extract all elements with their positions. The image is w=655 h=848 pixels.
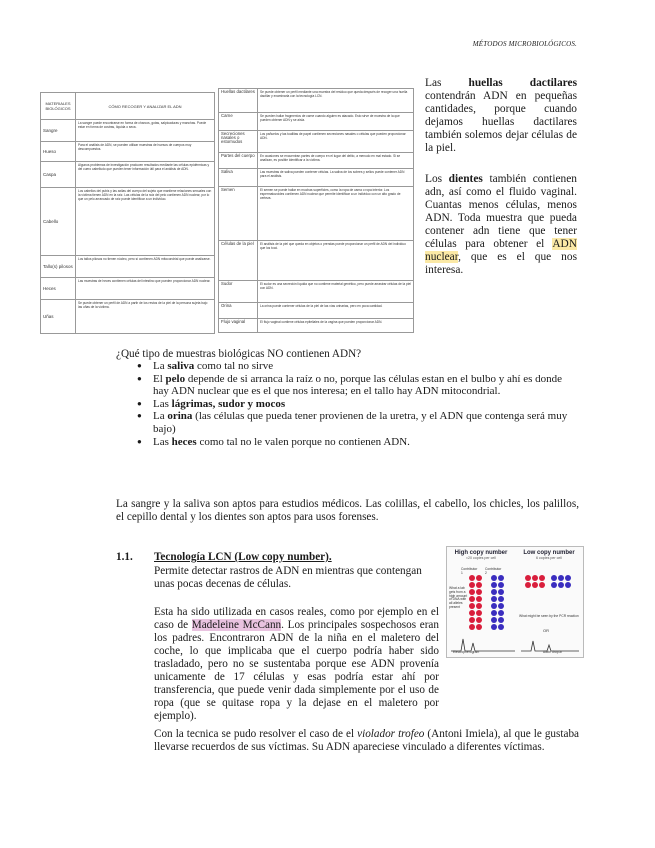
lcn3-text-a: Con la tecnica se pudo resolver el caso de el (154, 728, 358, 740)
list-item (120, 373, 580, 398)
copy-dot-red (469, 575, 475, 581)
paragraph-huellas (425, 77, 577, 155)
copy-dot-red (525, 582, 531, 588)
list-item (120, 410, 580, 435)
copy-dot-red (525, 575, 531, 581)
fig-left-title: High copy number (454, 550, 508, 556)
table2-text: En ocasiones se encuentran partes de cuerpo en el lugar del delito, a menudo en mal estado. Si se analizan, es posible identificar a la víctima. (258, 153, 414, 169)
bullet-bold: heces (171, 435, 197, 448)
copy-dot-red (532, 582, 538, 588)
copy-dot-blue (498, 624, 504, 630)
huellas-prefix: Las (425, 77, 469, 89)
bullet-bold: pelo (165, 372, 186, 385)
bullet-bold: orina (167, 410, 193, 423)
copy-dot-blue (498, 575, 504, 581)
bullet-pre: Las (153, 397, 172, 410)
table1-key: Caspa (41, 162, 76, 188)
copy-dot-red (539, 582, 545, 588)
copy-dot-blue (491, 575, 497, 581)
fig-right-note: What might be seen by the PCR reaction (519, 614, 579, 618)
table2-text: Los pañuelos y las toallitas de papel contienen secreciones nasales o células que pueden proporcionar ADN. (258, 131, 414, 153)
copy-dot-blue (498, 596, 504, 602)
table1-text: Algunos problemas de investigación producen resultados mediante las células epidérmicas y del cuero cabelludo que pueden tener información útil para el análisis de ADN. (76, 162, 215, 188)
copy-dot-red (539, 575, 545, 581)
copy-dot-red (469, 582, 475, 588)
copy-dot-red (469, 610, 475, 616)
dientes-text-a: también contienen adn, así como el fluido vaginal. Cuantas menos células, menos ADN. Toda muestra que pueda contener adn tiene que tener células para obtener el (425, 173, 577, 250)
copy-dot-red (476, 617, 482, 623)
table2-key: Sudor (219, 281, 258, 303)
table2-text: Se puede obtener un perfil mediante una muestra del residuo que queda después de recoger una huella dactilar y examinarla con la tecnología LCN. (258, 89, 414, 113)
copy-dot-red (469, 603, 475, 609)
copy-dot-blue (551, 575, 557, 581)
fig-footer-left: Electropherogram (453, 650, 480, 654)
materials-table-right (218, 88, 414, 333)
copy-dot-blue (491, 603, 497, 609)
bullet-bold: lágrimas, sudor y mocos (171, 397, 286, 410)
fig-right-title: Low copy number (523, 550, 575, 556)
table2-key: Flujo vaginal (219, 319, 258, 333)
bullet-bold: saliva (167, 360, 195, 372)
copy-dot-blue (491, 617, 497, 623)
fig-right-sub: 6 copies per cell (536, 556, 562, 560)
dientes-term: dientes (448, 173, 483, 185)
lcn3-italic: violador trofeo (357, 728, 425, 740)
table2-text: La orina puede contener células de la piel de las vías urinarias, pero en poca cantidad. (258, 303, 414, 319)
table1-key: Hueso (41, 142, 76, 162)
table2-key: Saliva (219, 169, 258, 187)
fig-contributor-1: Contributor 1 (461, 567, 478, 575)
lcn2-name-highlight: Madeleine McCann (191, 619, 282, 631)
table2-key: Secreciones nasales o estornudos (219, 131, 258, 153)
question-text: ¿Qué tipo de muestras biológicas NO contienen ADN? (116, 348, 362, 360)
section-number: 1.1. (116, 551, 133, 563)
huellas-text: contendrán ADN en pequeñas cantidades, porque cuando dejamos huellas dactilares también solemos dejar células de la piel. (425, 90, 577, 154)
bullet-pre: Las (153, 435, 172, 448)
table1-header-materials: MATERIALES BIOLÓGICOS (41, 93, 76, 120)
list-item (120, 360, 580, 373)
copy-dot-blue (491, 610, 497, 616)
copy-dot-blue (491, 624, 497, 630)
copy-dot-red (476, 589, 482, 595)
table1-text: Para el análisis de ADN, se pueden utilizar muestras de huesos de cuerpos muy descompuestos. (76, 142, 215, 162)
header-title: MÉTODOS MICROBIOLÓGICOS. (472, 40, 577, 48)
lcn3-text-b: (Antoni Imiela), al que le gustaba llevarse recuerdos de sus víctimas. Su ADN apareciese vinculado a diferentes víctimas. (154, 728, 580, 753)
copy-dot-blue (498, 582, 504, 588)
paragraph-lcn-3 (154, 728, 579, 754)
paragraph-forense: La sangre y la saliva son aptos para estudios médicos. Las colillas, el cabello, los chicles, los palillos, el cepillo dental y los dientes son aptos para usos forenses. (116, 498, 579, 523)
table1-key: Uñas (41, 300, 76, 334)
table1-text: La sangre puede encontrarse en forma de charcos, gotas, salpicaduras y manchas. Puede estar en forma de costras, líquida o seca. (76, 120, 215, 142)
copy-dot-blue (498, 603, 504, 609)
table2-key: Semen (219, 187, 258, 241)
table2-text: El flujo vaginal contiene células epiteliales de la vagina que pueden proporcionar ADN. (258, 319, 414, 333)
table1-key: Cabello (41, 188, 76, 256)
paragraph-lcn-2 (154, 606, 439, 723)
copy-dot-blue (491, 596, 497, 602)
fig-contributor-2: Contributor 2 (485, 567, 502, 575)
table2-key: Carne (219, 113, 258, 131)
copy-dot-red (469, 596, 475, 602)
table1-text: Los tallos pilosos no tienen núcleo, pero sí contienen ADN mitocondrial que puede analizarse. (76, 256, 215, 278)
copy-dot-blue (491, 582, 497, 588)
huellas-term: huellas dactilares (468, 77, 577, 89)
section-title: Tecnología LCN (Low copy number). (154, 551, 332, 563)
copy-dot-blue (498, 610, 504, 616)
table2-key: Orina (219, 303, 258, 319)
dientes-highlight: ADN nuclear (425, 238, 577, 263)
table2-text: El sudor es una secreción líquida que no contiene material genético, pero puede arrastrar células de la piel con ADN. (258, 281, 414, 303)
table1-text: Los cabellos del pubis y las axilas del cuerpo del sujeto que mantiene relaciones sexuales con la víctima tienen ADN en la raíz. Las células de la raíz del pelo contienen ADN nuclear, por lo que un pelo arrancado de raíz puede identificar a un individuo. (76, 188, 215, 256)
copy-dot-red (476, 596, 482, 602)
table2-text: Se pueden hallar fragmentos de carne cuando alguien es atacado. Esto sirve de muestra de la que pueden obtener ADN y se aísla. (258, 113, 414, 131)
fig-or-label: OR (543, 628, 549, 633)
bullet-post: depende de si arranca la raíz o no, porque las células estan en el bulbo y ahí es donde hay ADN nuclear que es el que nos interesa; en el tallo hay ADN mitocondrial. (153, 372, 563, 398)
table1-key: Heces (41, 278, 76, 300)
bullet-post: como tal no sirve (194, 360, 274, 372)
table1-key: Tallo(s) pilosos (41, 256, 76, 278)
no-dna-list (120, 360, 580, 448)
copy-dot-red (532, 575, 538, 581)
copy-dot-red (476, 603, 482, 609)
list-item (120, 436, 580, 449)
table2-text: Las muestras de saliva pueden contener células. La saliva de los sobres y sellos puede contener ADN para el análisis. (258, 169, 414, 187)
copy-dot-blue (565, 582, 571, 588)
paragraph-dientes (425, 173, 577, 277)
bullet-pre: El (153, 372, 166, 385)
bullet-post: (las células que pueda tener provienen de la uretra, y el ADN que contenga será muy bajo) (153, 410, 568, 435)
list-item (120, 398, 580, 411)
bullet-pre: La (153, 360, 168, 372)
copy-dot-blue (558, 575, 564, 581)
table2-text: El semen se puede hallar en muchas superficies, como la ropa de cama o ropa interior. Los espermatozoides contienen ADN nuclear que permite identificar a un individuo con un alto grado de certeza. (258, 187, 414, 241)
table1-key: Sangre (41, 120, 76, 142)
paragraph-lcn-1: Permite detectar rastros de ADN en mientras que contengan unas pocas decenas de células. (154, 565, 422, 590)
copy-dot-blue (491, 589, 497, 595)
table1-text: Las muestras de heces contienen células del intestino que pueden proporcionar ADN nuclear. (76, 278, 215, 300)
table1-header-method: CÓMO RECOGER Y ANALIZAR EL ADN (76, 93, 215, 120)
lcn2-text-a: Esta ha sido utilizada en casos reales, como por ejemplo en el caso de (154, 606, 439, 631)
fig-footer-right: Allele drop-in (543, 650, 563, 654)
copy-number-figure (446, 546, 584, 658)
bullet-post: como tal no le valen porque no contienen ADN. (196, 435, 410, 448)
copy-dot-red (469, 589, 475, 595)
table2-key: Huellas dactilares (219, 89, 258, 113)
materials-table-left (40, 92, 215, 334)
copy-dot-blue (498, 617, 504, 623)
copy-dot-red (476, 624, 482, 630)
table2-key: Partes del cuerpo (219, 153, 258, 169)
dientes-prefix: Los (425, 173, 449, 185)
fig-left-note: What a lab gets from a high amount of DNA with all alleles present (449, 586, 468, 609)
copy-dot-blue (551, 582, 557, 588)
bullet-pre: La (153, 410, 168, 423)
dientes-text-b: , que es el que nos interesa. (425, 251, 577, 276)
table1-text: Se puede obtener un perfil de ADN a partir de los restos de la piel de la persona sujeta bajo las uñas de la víctima. (76, 300, 215, 334)
fig-left-sub: ≈20 copies per cell (466, 556, 496, 560)
copy-dot-blue (498, 589, 504, 595)
copy-dot-blue (565, 575, 571, 581)
copy-dot-red (476, 610, 482, 616)
copy-dot-red (476, 582, 482, 588)
table2-text: El análisis de la piel que queda en objetos o prendas puede proporcionar un perfil de ADN del individuo que los tocó. (258, 241, 414, 281)
copy-dot-red (469, 624, 475, 630)
copy-dot-blue (558, 582, 564, 588)
copy-dot-red (476, 575, 482, 581)
copy-dot-red (469, 617, 475, 623)
lcn2-text-b: . Los principales sospechosos eran los padres. Encontraron ADN de la niña en el maletero del coche, lo que implicaba que el cuerpo podría haber sido trasladado, pero no se sustentaba porque ese ADN provenía unicamente de 17 células y esas podría estar ahí por transferencia, que puede venir dada simplemente por el uso de ropa (que se quitase ropa y la dejase en el maletero por ejemplo). (154, 619, 439, 722)
table2-key: Células de la piel (219, 241, 258, 281)
